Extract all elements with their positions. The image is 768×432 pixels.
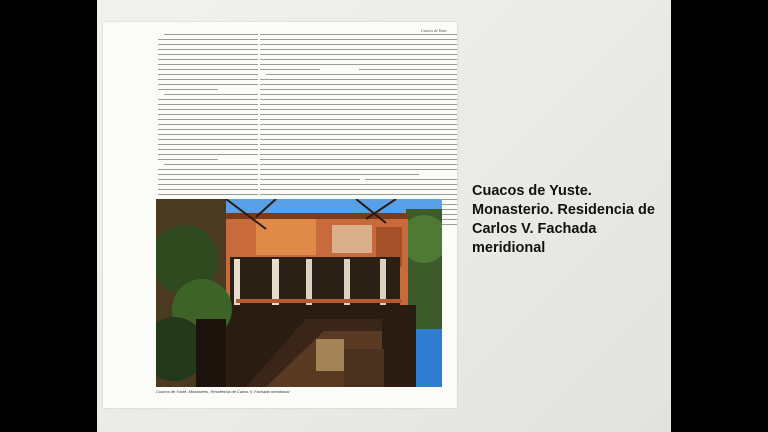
slide-title: Cuacos de Yuste. Monasterio. Residencia de Carlos V. Fachada meridional	[472, 183, 655, 256]
text-column-2	[260, 34, 360, 204]
photo-caption: Cuacos de Yuste. Monasterio. Residencia de Carlos V. Fachada meridional	[156, 389, 290, 394]
text-column-1	[158, 34, 258, 199]
monastery-facade-image	[156, 199, 442, 387]
book-page-scan	[103, 22, 457, 408]
running-head: Cuacos de Yuste	[420, 28, 447, 33]
monastery-photo	[156, 199, 442, 387]
